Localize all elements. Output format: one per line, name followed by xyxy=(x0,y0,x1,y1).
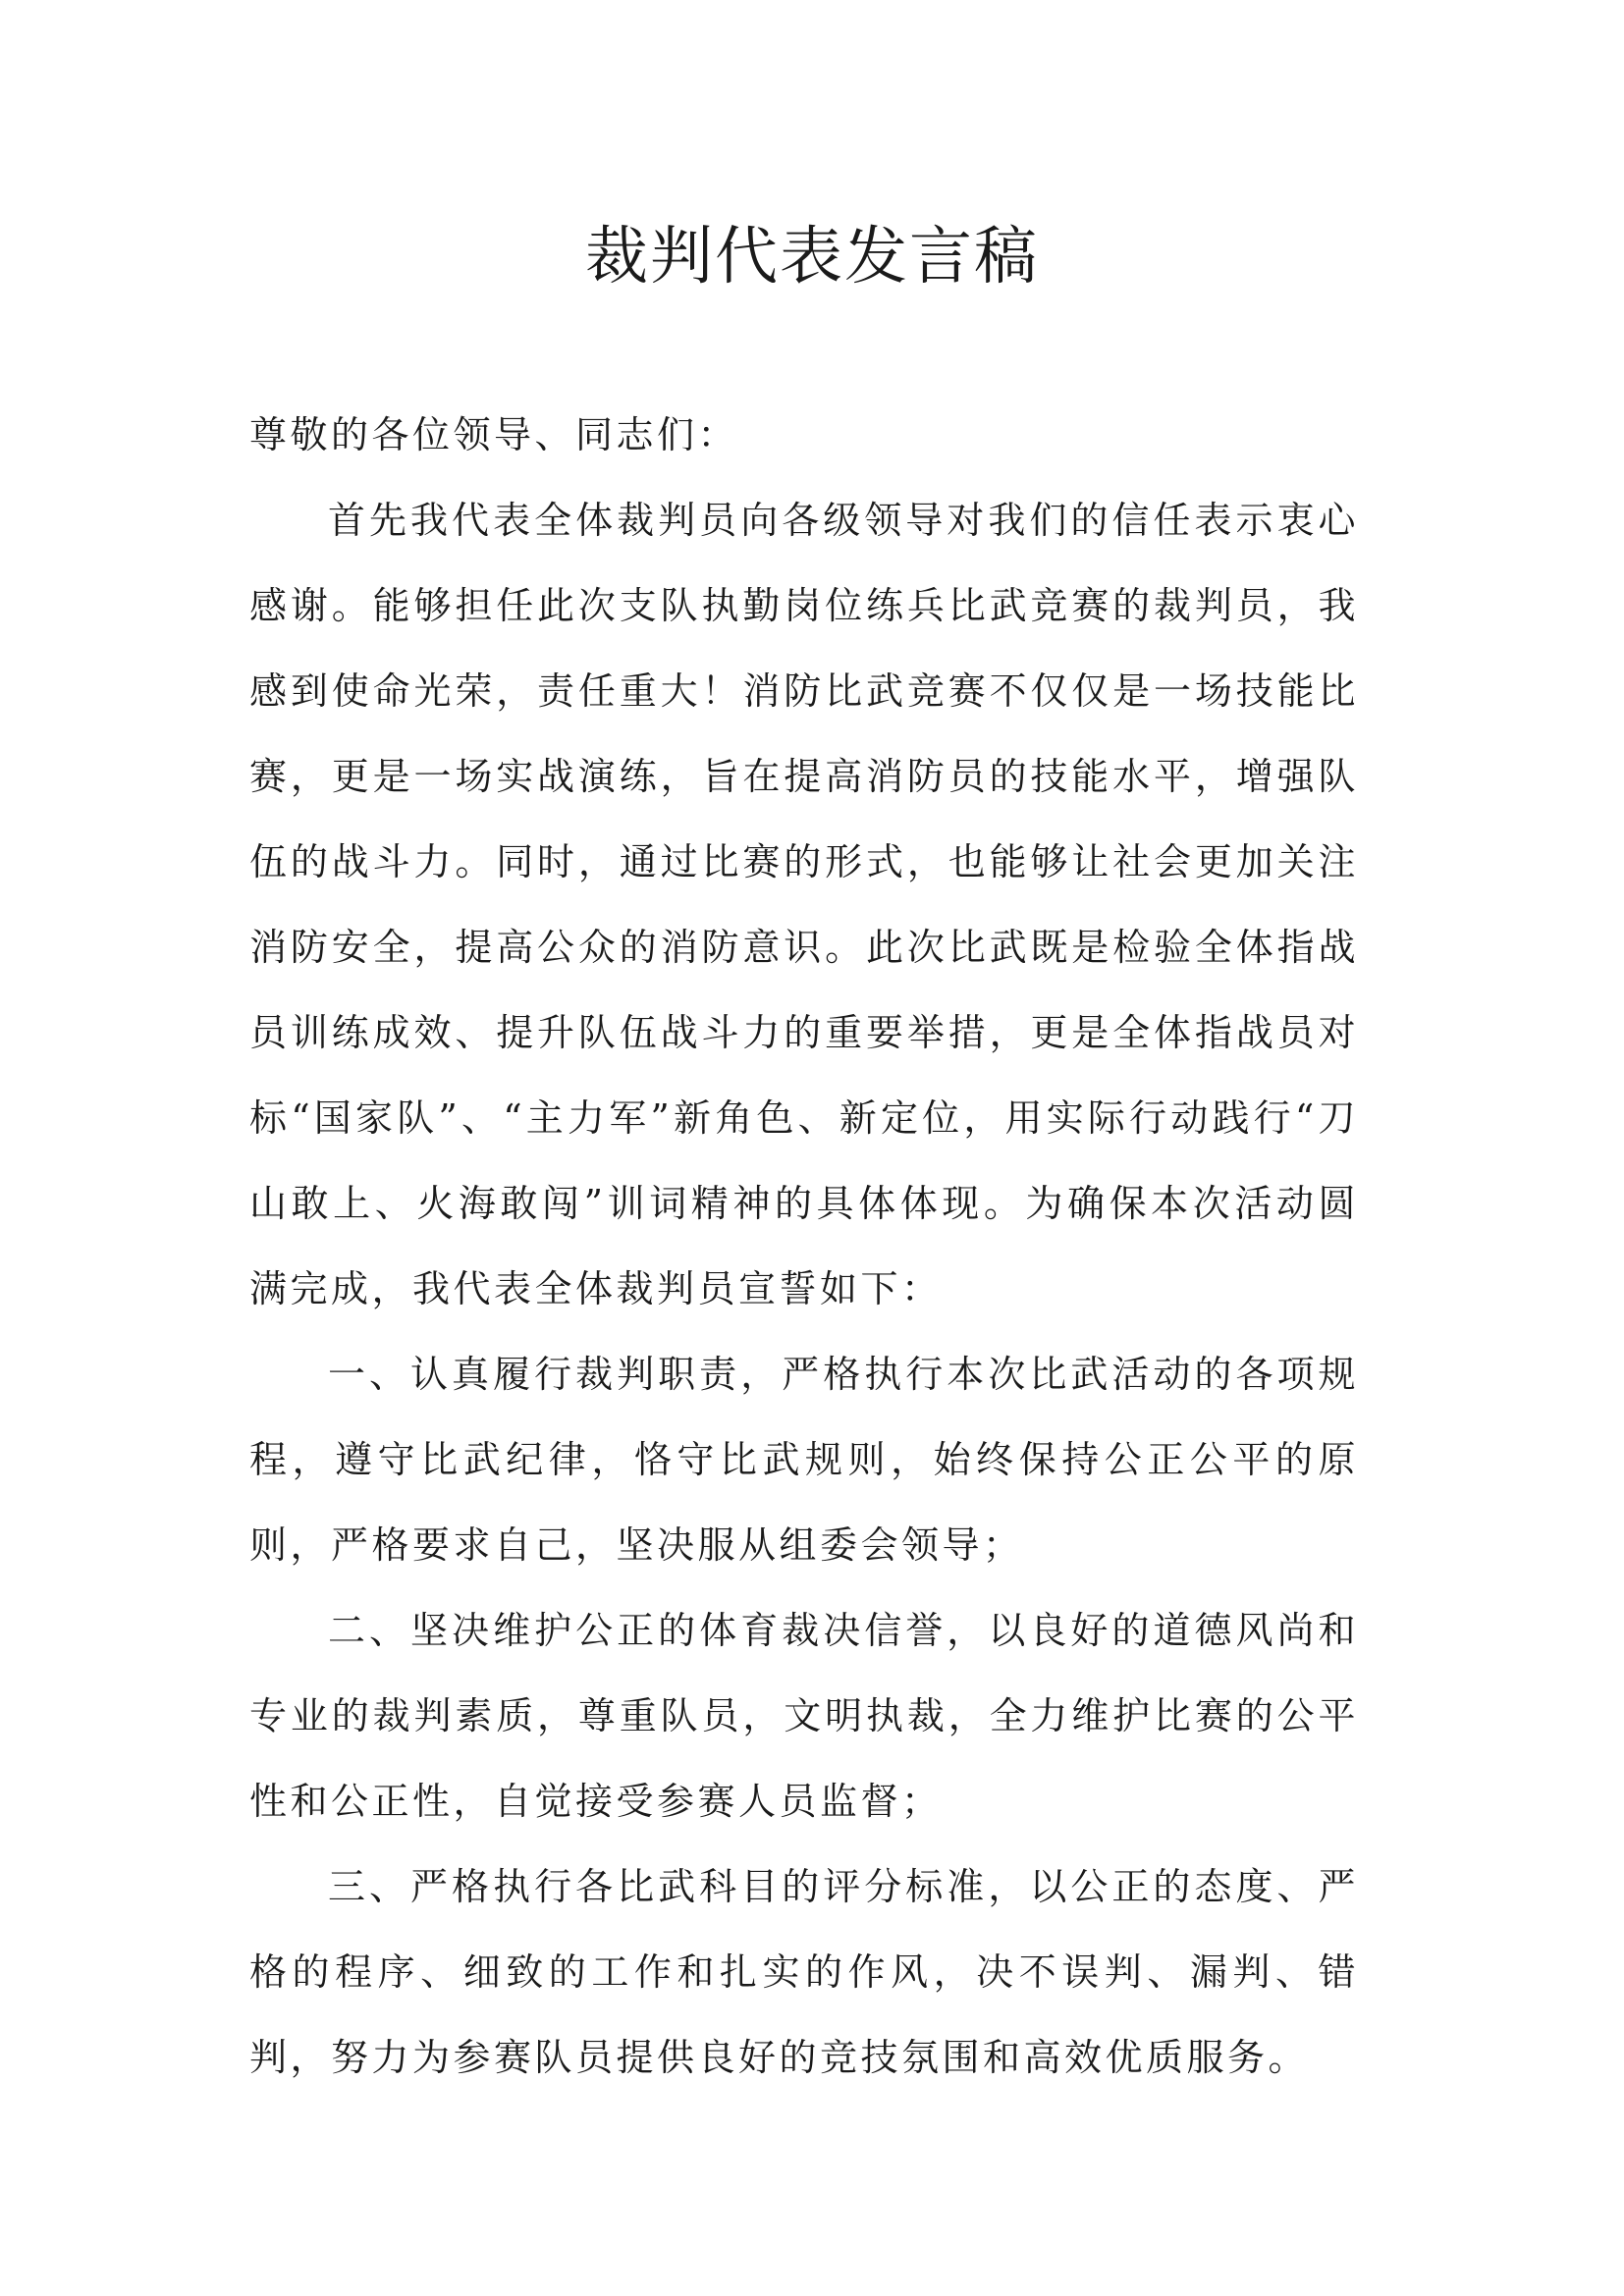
paragraph-pledge-1: 一、认真履行裁判职责，严格执行本次比武活动的各项规程，遵守比武纪律，恪守比武规则，始终保持公正公平的原则，严格要求自己，坚决服从组委会领导； xyxy=(249,1353,1359,1567)
document-title: 裁判代表发言稿 xyxy=(585,221,1039,294)
salutation: 尊敬的各位领导、同志们： xyxy=(249,413,739,456)
paragraph-intro: 首先我代表全体裁判员向各级领导对我们的信任表示衷心感谢。能够担任此次支队执勤岗位练兵比武竞赛的裁判员，我感到使命光荣，责任重大！消防比武竞赛不仅仅是一场技能比赛，更是一场实战演练，旨在提高消防员的技能水平，增强队伍的战斗力。同时，通过比赛的形式，也能够让社会更加关注消防安全，提高公众的消防意识。此次比武既是检验全体指战员训练成效、提升队伍战斗力的重要举措，更是全体指战员对标“国家队”、“主力军”新角色、新定位，用实际行动践行“刀山敢上、火海敢闯”训词精神的具体体现。为确保本次活动圆满完成，我代表全体裁判员宣誓如下： xyxy=(249,499,1359,1310)
paragraph-pledge-3: 三、严格执行各比武科目的评分标准，以公正的态度、严格的程序、细致的工作和扎实的作风，决不误判、漏判、错判，努力为参赛队员提供良好的竞技氛围和高效优质服务。 xyxy=(249,1865,1359,2079)
document-body xyxy=(249,393,1359,2101)
paragraph-pledge-2: 二、坚决维护公正的体育裁决信誉，以良好的道德风尚和专业的裁判素质，尊重队员，文明执裁，全力维护比赛的公平性和公正性，自觉接受参赛人员监督； xyxy=(249,1609,1359,1823)
